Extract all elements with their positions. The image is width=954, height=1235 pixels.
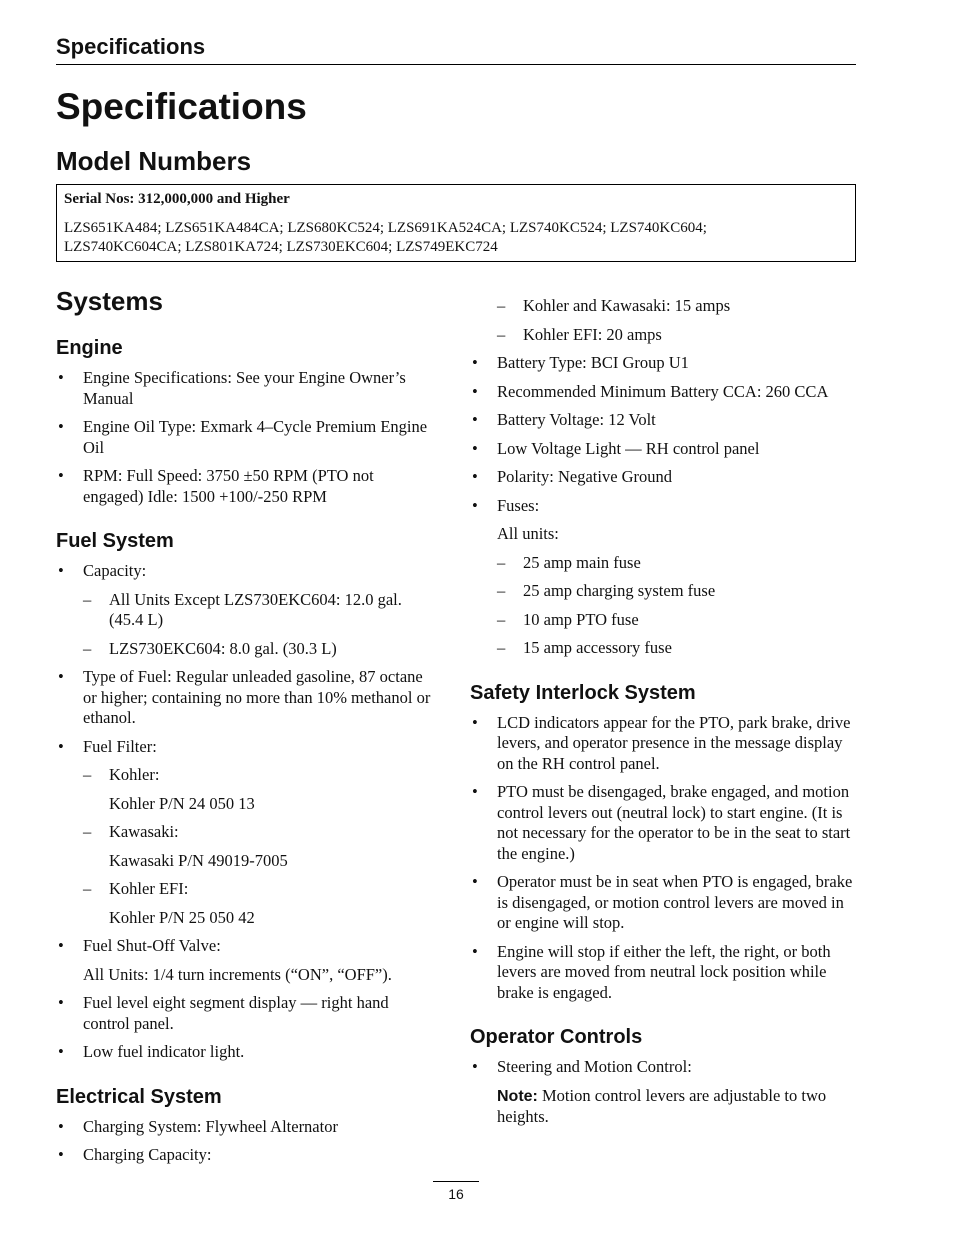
electrical-system-list-part2 bbox=[470, 296, 860, 659]
list-item: • Capacity: bbox=[56, 561, 438, 582]
list-item: • Battery Voltage: 12 Volt bbox=[470, 410, 860, 431]
list-item: • Fuel level eight segment display — right hand control panel. bbox=[56, 993, 438, 1034]
serial-numbers-text: Serial Nos: 312,000,000 and Higher bbox=[64, 191, 290, 207]
model-list-line-1: LZS651KA484; LZS651KA484CA; LZS680KC524; LZS691KA524CA; LZS740KC524; LZS740KC604; bbox=[64, 220, 707, 236]
list-subitem: – Kohler EFI: 20 amps bbox=[470, 325, 860, 346]
list-subitem-text: Kohler P/N 24 050 13 bbox=[109, 793, 255, 813]
list-subitem: – Kohler: bbox=[56, 765, 438, 786]
operator-controls-heading: Operator Controls bbox=[470, 1026, 643, 1048]
list-subitem: – 25 amp charging system fuse bbox=[470, 581, 860, 602]
list-item: • Fuel Filter: bbox=[56, 737, 438, 758]
list-item-text: All units: bbox=[497, 524, 559, 543]
list-item: • Recommended Minimum Battery CCA: 260 CCA bbox=[470, 382, 860, 403]
list-item: • Engine Oil Type: Exmark 4–Cycle Premium Engine Oil bbox=[56, 417, 438, 458]
list-subitem: – All Units Except LZS730EKC604: 12.0 gal. (45.4 L) bbox=[56, 590, 438, 631]
list-item-text: All Units: 1/4 turn increments (“ON”, “OFF”). bbox=[83, 964, 392, 984]
list-item: • Battery Type: BCI Group U1 bbox=[470, 353, 860, 374]
electrical-system-list-part1 bbox=[56, 1117, 438, 1166]
list-subitem: – 15 amp accessory fuse bbox=[470, 638, 860, 659]
list-subitem-text: Kawasaki P/N 49019-7005 bbox=[109, 850, 288, 870]
list-item: • Operator must be in seat when PTO is engaged, brake is disengaged, or motion control levers are moved in or engine will stop. bbox=[470, 872, 860, 934]
engine-heading: Engine bbox=[56, 337, 123, 359]
list-item: • Low fuel indicator light. bbox=[56, 1042, 438, 1063]
running-header-title: Specifications bbox=[56, 34, 206, 59]
list-item: • Charging System: Flywheel Alternator bbox=[56, 1117, 438, 1138]
list-subitem: – LZS730EKC604: 8.0 gal. (30.3 L) bbox=[56, 639, 438, 660]
electrical-system-heading: Electrical System bbox=[56, 1085, 222, 1108]
model-numbers-heading: Model Numbers bbox=[56, 146, 252, 176]
engine-list bbox=[56, 368, 438, 507]
right-column bbox=[470, 296, 860, 1128]
model-numbers-box bbox=[56, 184, 856, 262]
safety-interlock-heading: Safety Interlock System bbox=[470, 681, 696, 704]
list-subitem: – Kohler and Kawasaki: 15 amps bbox=[470, 296, 860, 317]
list-subitem: – 10 amp PTO fuse bbox=[470, 610, 860, 631]
list-item: • LCD indicators appear for the PTO, park brake, drive levers, and operator presence in the message display on the RH control panel. bbox=[470, 713, 860, 775]
list-item: • Steering and Motion Control: bbox=[470, 1057, 860, 1078]
list-item: • Type of Fuel: Regular unleaded gasoline, 87 octane or higher; containing no more than 10% methanol or ethanol. bbox=[56, 667, 438, 729]
list-subitem: – Kawasaki: bbox=[56, 822, 438, 843]
list-item: • PTO must be disengaged, brake engaged, and motion control levers out (neutral lock) to start engine. (It is not necessary for the operator to be in the seat to start the engine.) bbox=[470, 782, 860, 864]
systems-heading: Systems bbox=[56, 286, 163, 316]
list-item: • Engine Specifications: See your Engine Owner’s Manual bbox=[56, 368, 438, 409]
header-rule bbox=[56, 64, 856, 65]
list-subitem-text: Kohler P/N 25 050 42 bbox=[109, 907, 255, 927]
list-item: • Fuses: bbox=[470, 496, 860, 517]
list-item: • Polarity: Negative Ground bbox=[470, 467, 860, 488]
list-item: • Engine will stop if either the left, the right, or both levers are moved from neutral lock position while brake is engaged. bbox=[470, 942, 860, 1004]
left-column bbox=[56, 286, 438, 1174]
note-label: Note: bbox=[497, 1087, 538, 1105]
list-subitem: – Kohler EFI: bbox=[56, 879, 438, 900]
page-number: 16 bbox=[448, 1186, 464, 1202]
note-text: Motion control levers are adjustable to two heights. bbox=[497, 1085, 827, 1126]
footer-rule bbox=[433, 1181, 479, 1182]
list-item: • Fuel Shut-Off Valve: bbox=[56, 936, 438, 957]
list-item: • RPM: Full Speed: 3750 ±50 RPM (PTO not engaged) Idle: 1500 +100/-250 RPM bbox=[56, 466, 438, 507]
model-list-line-2: LZS740KC604CA; LZS801KA724; LZS730EKC604; LZS749EKC724 bbox=[64, 239, 498, 255]
list-subitem: – 25 amp main fuse bbox=[470, 553, 860, 574]
operator-controls-list bbox=[470, 1057, 860, 1078]
list-item: • Low Voltage Light — RH control panel bbox=[470, 439, 860, 460]
safety-interlock-list bbox=[470, 713, 860, 1004]
list-item: • Charging Capacity: bbox=[56, 1145, 438, 1166]
fuel-system-heading: Fuel System bbox=[56, 530, 174, 552]
note-block bbox=[470, 1086, 860, 1128]
fuel-system-list bbox=[56, 561, 438, 1063]
page-title: Specifications bbox=[56, 86, 307, 127]
